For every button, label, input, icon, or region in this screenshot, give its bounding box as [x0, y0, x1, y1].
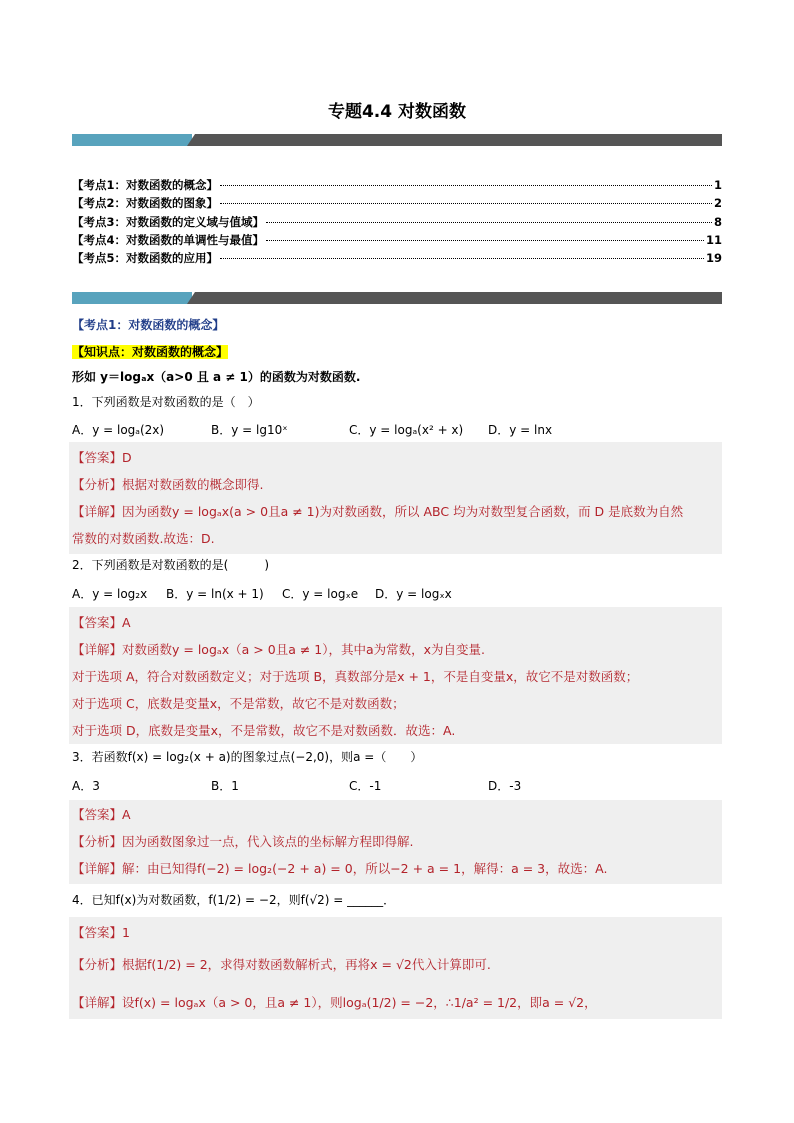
toc-entry[interactable]: 【考点3：对数函数的定义域与值域】 8: [72, 214, 722, 229]
q1-option-a[interactable]: A．y = logₐ(2x): [72, 423, 165, 437]
toc-entry[interactable]: 【考点2：对数函数的图象】 2: [72, 196, 722, 211]
q2-detail-line4: 对于选项 D，底数是变量x，不是常数，故它不是对数函数．故选：A.: [72, 723, 456, 738]
table-of-contents: [72, 176, 722, 267]
q3-option-d[interactable]: D．-3: [488, 779, 522, 793]
q2-answer: 【答案】A: [72, 615, 131, 630]
definition-text: 形如 y＝logₐx（a>0 且 a ≠ 1）的函数为对数函数.: [72, 370, 361, 384]
q3-option-b[interactable]: B．1: [211, 779, 239, 793]
q3-detail: 【详解】解：由已知得f(−2) = log₂(−2 + a) = 0，所以−2 + a = 1，解得：a = 3，故选：A.: [72, 861, 608, 876]
page-title: 专题4.4 对数函数: [327, 102, 467, 122]
q3-option-a[interactable]: A．3: [72, 779, 100, 793]
q1-detail-line2: 常数的对数函数.故选：D.: [72, 531, 215, 546]
q2-detail-line3: 对于选项 C，底数是变量x，不是常数，故它不是对数函数；: [72, 696, 405, 711]
q1-option-b[interactable]: B．y = lg10ˣ: [211, 423, 288, 437]
q2-detail-line1: 【详解】对数函数y = logₐx（a > 0且a ≠ 1），其中a为常数，x为自变量.: [72, 642, 486, 657]
q2-option-c[interactable]: C．y = logₓe: [282, 587, 359, 601]
q4-detail: 【详解】设f(x) = logₐx（a > 0，且a ≠ 1），则logₐ(1/2) = −2，∴1/a² = 1/2，即a = √2，: [72, 995, 597, 1010]
q1-detail-line1: 【详解】因为函数y = logₐx(a > 0且a ≠ 1)为对数函数，所以 ABC 均为对数型复合函数，而 D 是底数为自然: [72, 504, 684, 519]
q3-analysis: 【分析】因为函数图象过一点，代入该点的坐标解方程即得解.: [72, 834, 414, 849]
q1-analysis: 【分析】根据对数函数的概念即得.: [72, 477, 264, 492]
q2-detail-line2: 对于选项 A，符合对数函数定义；对于选项 B，真数部分是x + 1，不是自变量x，故它不是对数函数；: [72, 669, 639, 684]
q3-answer: 【答案】A: [72, 807, 131, 822]
toc-entry[interactable]: 【考点5：对数函数的应用】 19: [72, 251, 722, 266]
question-1-stem: 1．下列函数是对数函数的是（ ）: [72, 395, 260, 409]
q2-option-b[interactable]: B．y = ln(x + 1): [166, 587, 264, 601]
section-divider-bar: [72, 292, 722, 304]
q2-option-d[interactable]: D．y = logₓx: [375, 587, 452, 601]
question-3-stem: 3．若函数f(x) = log₂(x + a)的图象过点(−2,0)，则a =（ ）: [72, 750, 423, 764]
knowledge-point-label: 【知识点：对数函数的概念】: [72, 345, 229, 359]
q1-option-c[interactable]: C．y = logₐ(x² + x): [349, 423, 464, 437]
question-4-stem: 4．已知f(x)为对数函数，f(1/2) = −2，则f(√2) = ______．: [72, 893, 396, 907]
toc-entry[interactable]: 【考点4：对数函数的单调性与最值】 11: [72, 232, 722, 247]
section-heading: 【考点1：对数函数的概念】: [72, 318, 225, 332]
toc-entry[interactable]: 【考点1：对数函数的概念】 1: [72, 178, 722, 192]
q4-answer: 【答案】1: [72, 925, 130, 940]
q2-option-a[interactable]: A．y = log₂x: [72, 587, 148, 601]
q4-analysis: 【分析】根据f(1/2) = 2，求得对数函数解析式，再将x = √2代入计算即可.: [72, 957, 491, 972]
q1-answer: 【答案】D: [72, 450, 132, 465]
header-divider-bar: [72, 134, 722, 146]
q1-option-d[interactable]: D．y = lnx: [488, 423, 553, 437]
question-2-stem: 2．下列函数是对数函数的是( ): [72, 558, 269, 572]
q3-option-c[interactable]: C．-1: [349, 779, 382, 793]
